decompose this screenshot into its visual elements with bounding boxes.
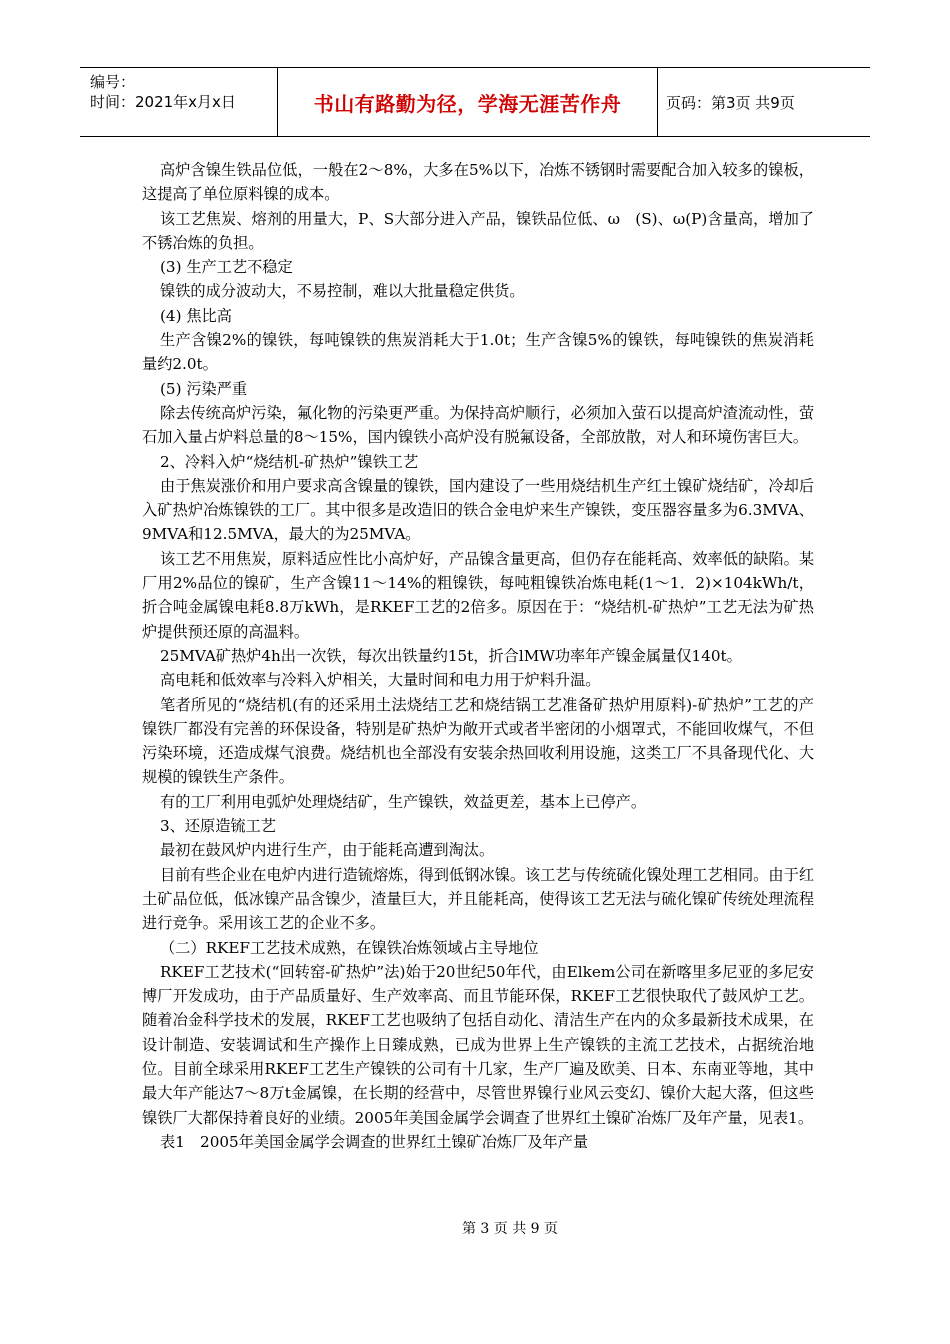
section-heading: （二）RKEF工艺技术成熟，在镍铁冶炼领域占主导地位 xyxy=(160,938,539,957)
document-time-label: 时间：2021年x月x日 xyxy=(90,93,236,111)
paragraph: 由于焦炭涨价和用户要求高含镍量的镍铁，国内建设了一些用烧结机生产红土镍矿烧结矿，冷却后入矿热炉冶炼镍铁的工厂。其中很多是改造旧的铁合金电炉来生产镍铁，变压器容量多为6.3MVA、9MVA和12.5MVA，最大的为25MVA。 xyxy=(142,476,814,544)
paragraph: 25MVA矿热炉4h出一次铁，每次出铁量约15t，折合lMW功率年产镍金属量仅140t。 xyxy=(160,646,742,665)
paragraph: RKEF工艺技术(“回转窑-矿热炉”法)始于20世纪50年代，由Elkem公司在新喀里多尼亚的多尼安博厂开发成功，由于产品质量好、生产效率高、而且节能环保，RKEF工艺很快取代了鼓风炉工艺。随着冶金科学技术的发展，RKEF工艺也吸纳了包括自动化、清洁生产在内的众多最新技术成果，在设计制造、安装调试和生产操作上日臻成熟，已成为世界上生产镍铁的主流工艺技术，占据统治地位。目前全球采用RKEF工艺生产镍铁的公司有十几家，生产厂遍及欧美、日本、东南亚等地，其中最大年产能达7～8万t金属镍，在长期的经营中，尽管世界镍行业风云变幻、镍价大起大落，但这些镍铁厂大都保持着良好的业绩。2005年美国金属学会调查了世界红土镍矿冶炼厂及年产量，见表1。 xyxy=(142,962,814,1127)
paragraph: 除去传统高炉污染，氟化物的污染更严重。为保持高炉顺行，必须加入萤石以提高炉渣流动性，萤石加入量占炉料总量的8～15%，国内镍铁小高炉没有脱氟设备，全部放散，对人和环境伤害巨大。 xyxy=(142,403,814,447)
document-body xyxy=(142,158,814,1154)
section-heading: 3、还原造锍工艺 xyxy=(160,817,276,836)
section-heading: (5) 污染严重 xyxy=(160,379,248,398)
header-page-label: 页码：第3页 共9页 xyxy=(666,93,795,112)
page-footer: 第 3 页 共 9 页 xyxy=(461,1221,559,1237)
section-heading: 2、冷料入炉“烧结机-矿热炉”镍铁工艺 xyxy=(160,452,419,471)
section-heading: (4) 焦比高 xyxy=(160,306,232,325)
paragraph: 目前有些企业在电炉内进行造锍熔炼，得到低钢冰镍。该工艺与传统硫化镍处理工艺相同。由于红土矿品位低，低冰镍产品含镍少，渣量巨大，并且能耗高，使得该工艺无法与硫化镍矿传统处理流程进行竞争。采用该工艺的企业不多。 xyxy=(142,865,814,933)
section-heading: (3) 生产工艺不稳定 xyxy=(160,258,293,277)
page-header xyxy=(80,67,870,137)
table-caption: 表1 2005年美国金属学会调查的世界红土镍矿冶炼厂及年产量 xyxy=(160,1132,589,1151)
header-meta xyxy=(80,68,278,136)
paragraph: 高电耗和低效率与冷料入炉相关，大量时间和电力用于炉料升温。 xyxy=(160,671,601,690)
paragraph: 高炉含镍生铁品位低，一般在2～8%，大多在5%以下，冶炼不锈钢时需要配合加入较多的镍板，这提高了单位原料镍的成本。 xyxy=(142,161,814,204)
paragraph: 笔者所见的“烧结机(有的还采用土法烧结工艺和烧结锅工艺准备矿热炉用原料)-矿热炉”工艺的产镍铁厂都没有完善的环保设备，特别是矿热炉为敞开式或者半密闭的小烟罩式，不能回收煤气，不但污染环境，还造成煤气浪费。烧结机也全部没有安装余热回收利用设施，这类工厂不具备现代化、大规模的镍铁生产条件。 xyxy=(142,695,814,787)
paragraph: 有的工厂利用电弧炉处理烧结矿，生产镍铁，效益更差，基本上已停产。 xyxy=(160,792,646,811)
paragraph: 该工艺焦炭、熔剂的用量大，P、S大部分进入产品，镍铁品位低、ω (S)、ω(P)含量高，增加了不锈冶炼的负担。 xyxy=(142,209,814,252)
document-number-label: 编号： xyxy=(90,73,136,91)
paragraph: 最初在鼓风炉内进行生产，由于能耗高遭到淘汰。 xyxy=(160,841,495,860)
paragraph: 该工艺不用焦炭，原料适应性比小高炉好，产品镍含量更高，但仍存在能耗高、效率低的缺陷。某厂用2%品位的镍矿，生产含镍11～14%的粗镍铁，每吨粗镍铁冶炼电耗(1～1．2)×104kWh/t，折合吨金属镍电耗8.8万kWh，是RKEF工艺的2倍多。原因在于：“烧结机-矿热炉”工艺无法为矿热炉提供预还原的高温料。 xyxy=(142,549,814,641)
paragraph: 镍铁的成分波动大，不易控制，难以大批量稳定供货。 xyxy=(160,282,525,301)
header-motto: 书山有路勤为径，学海无涯苦作舟 xyxy=(278,68,658,136)
paragraph: 生产含镍2%的镍铁，每吨镍铁的焦炭消耗大于1.0t；生产含镍5%的镍铁，每吨镍铁的焦炭消耗量约2.0t。 xyxy=(142,331,814,374)
